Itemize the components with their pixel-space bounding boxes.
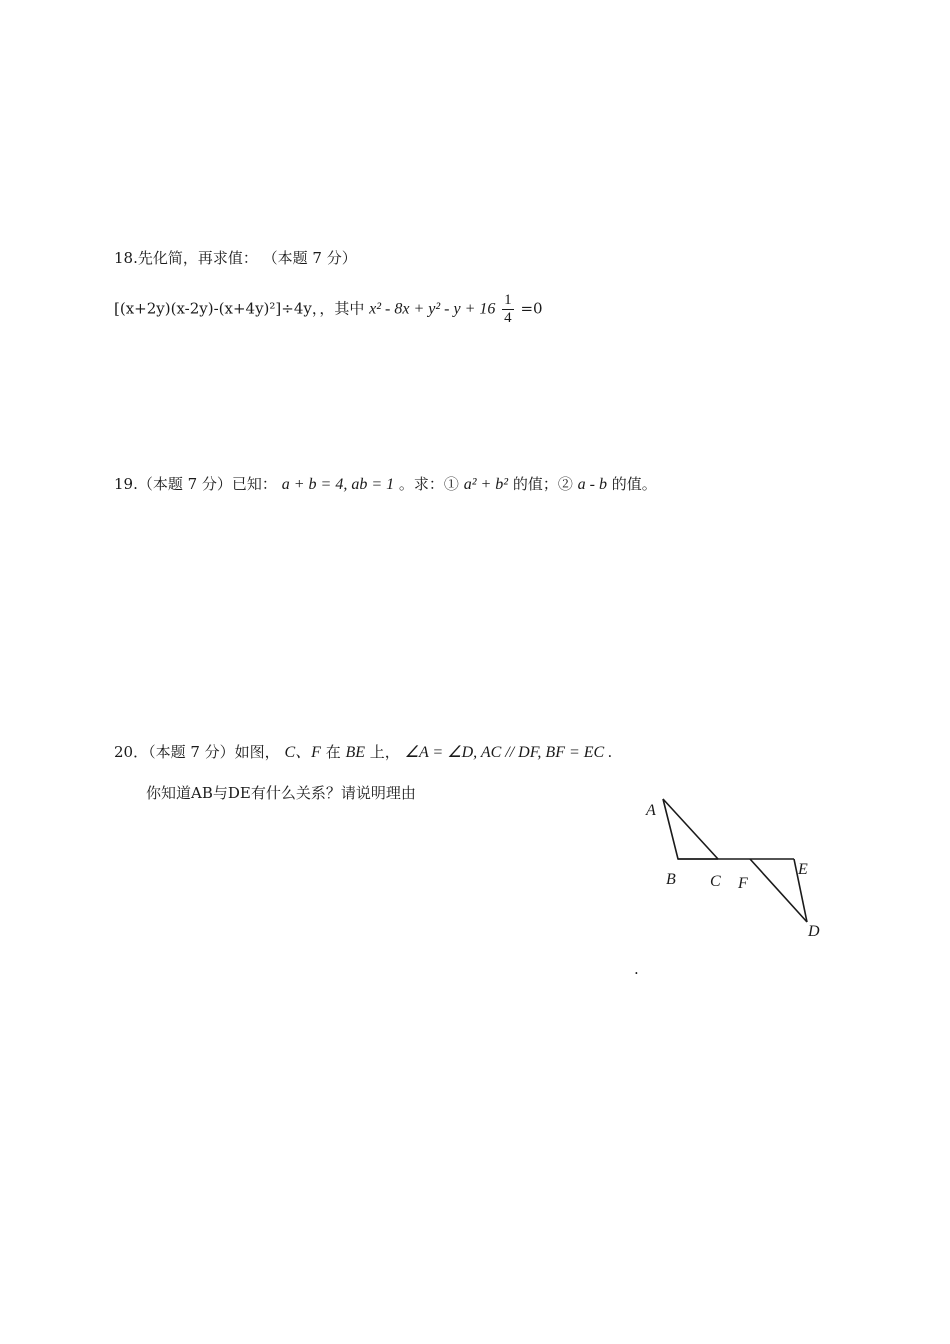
q19-mid2: 的值；② [512,475,573,493]
q20-points: C、F [284,744,321,761]
label-d: D [808,923,820,940]
q18-frac-num: 1 [504,292,512,308]
q19-given: a + b = 4, ab = 1 [281,476,395,493]
q19-mid: 。求：① [398,475,459,493]
q20-mid: 在 [325,743,346,761]
question-20-line2: 你知道AB与DE有什么关系？请说明理由 [146,784,416,802]
q20-conditions: ∠A = ∠D, AC // DF, BF = EC . [404,744,613,761]
label-f: F [738,875,748,892]
label-b: B [666,871,676,888]
q20-mid2: 上， [369,743,400,761]
label-c: C [710,873,721,890]
q20-prefix: 20．（本题 7 分）如图， [114,743,280,761]
q20-segment: BE [345,744,366,761]
q18-frac-den: 4 [504,310,512,326]
q19-end: 的值。 [611,475,657,493]
q18-fraction [502,292,514,327]
geometry-figure [630,790,840,950]
question-19 [114,474,657,495]
q19-ask1: a² + b² [463,476,509,493]
q19-ask2: a - b [577,476,607,493]
q18-condition: x² - 8x + y² - y + 16 [369,300,496,318]
stray-dot: . [634,960,639,978]
label-a: A [646,802,656,819]
q18-expr: [(x+2y)(x-2y)-(x+4y)²]÷4y，，其中 [114,299,365,318]
question-18-expression [114,292,543,327]
q18-condition-end: =0 [520,299,543,318]
question-18-title: 18.先化简，再求值： （本题 7 分） [114,249,357,267]
question-20-line1 [114,742,612,763]
label-e: E [798,861,808,878]
q19-prefix: 19.（本题 7 分）已知： [114,475,277,493]
